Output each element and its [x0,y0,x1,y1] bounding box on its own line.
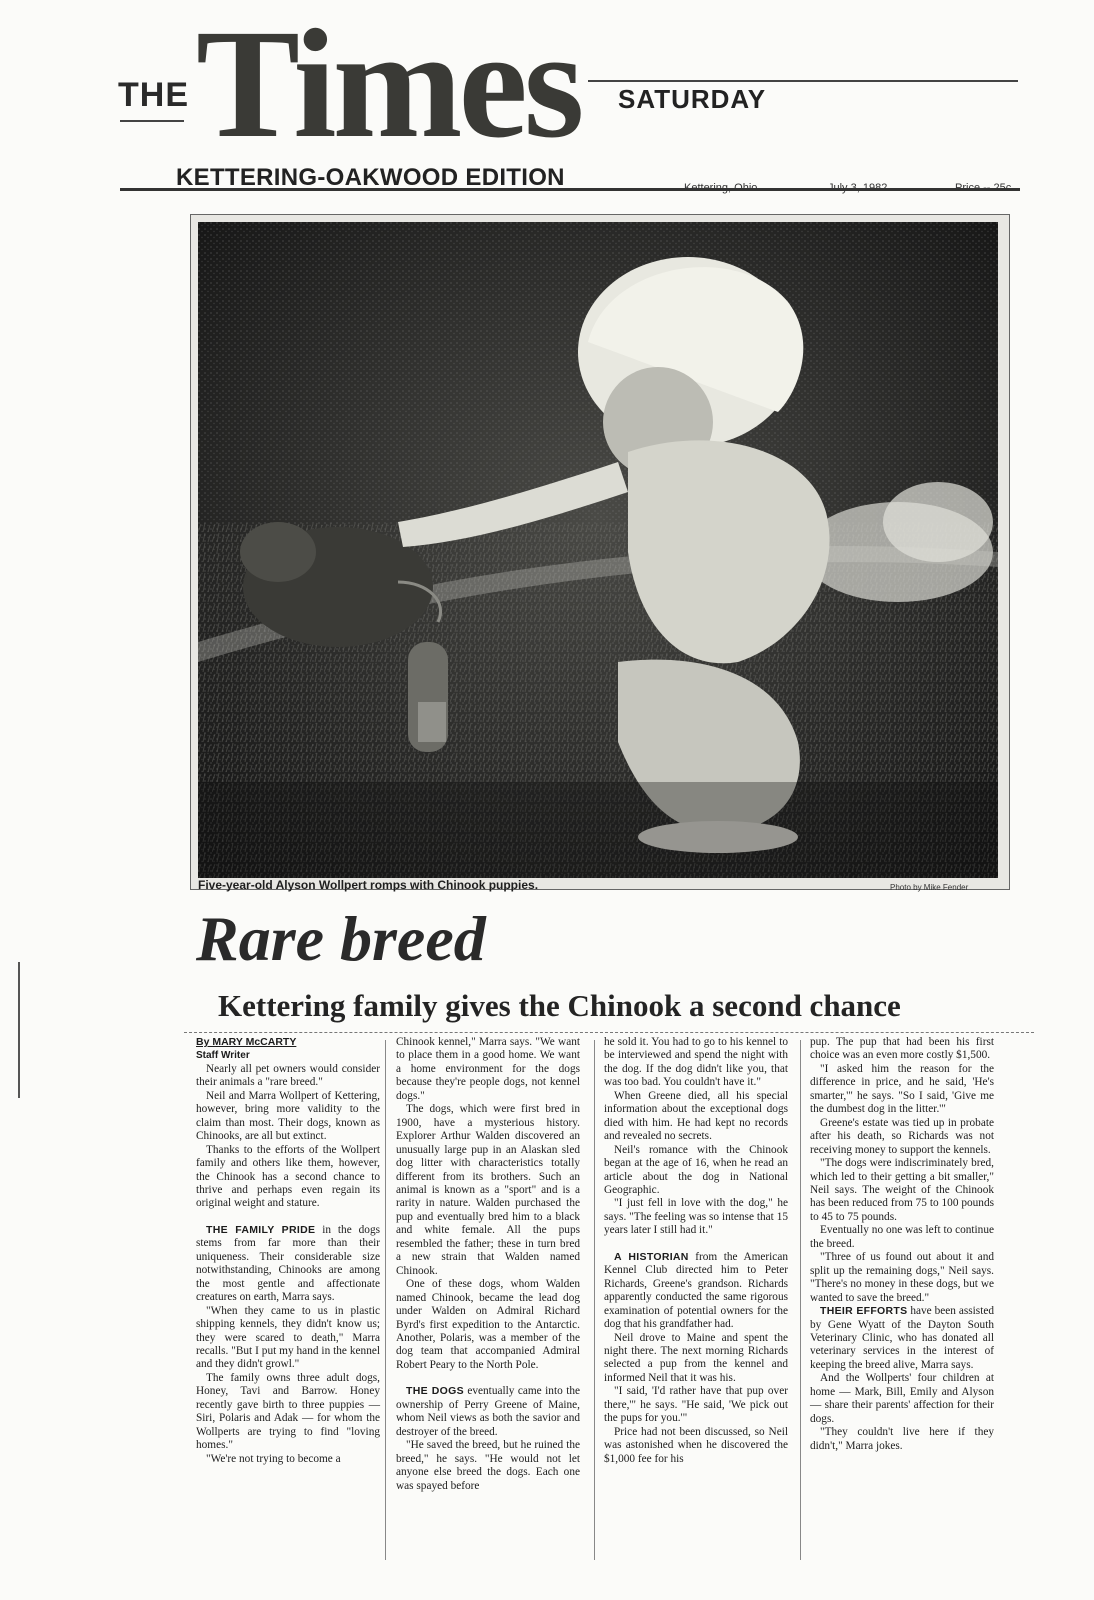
paragraph: "I just fell in love with the dog," he says. "The feeling was so intense that 15 years later I still had it." [604,1197,788,1237]
scan-edge-mark [18,962,20,1098]
paragraph-text: eventually came into the ownership of Perry Greene of Maine, whom Neil views as both the savior and destroyer of the breed. [396,1385,580,1438]
paragraph [810,1305,994,1372]
paragraph: Eventually no one was left to continue the breed. [810,1224,994,1250]
paragraph: When Greene died, all his special information about the exceptional dogs died with him. He had kept no records and revealed no secrets. [604,1089,788,1143]
sub-headline: Kettering family gives the Chinook a second chance [218,988,901,1023]
paragraph-lead-in: THE DOGS [406,1385,464,1398]
dateline-location: Kettering, Ohio [684,182,758,194]
byline: By MARY McCARTY [196,1036,297,1048]
paragraph: Neil's romance with the Chinook began at the age of 16, when he read an article about the dog in National Geographic. [604,1143,788,1196]
paragraph-text: from the American Kennel Club directed him to Peter Richards, Greene's grandson. Richards apparently conducted the same rigorous examination of potential owners for the dog that his grandfather had. [604,1250,788,1331]
photo-caption: Five-year-old Alyson Wollpert romps with Chinook puppies. [198,878,539,892]
paragraph: "They couldn't live here if they didn't," Marra jokes. [810,1426,994,1452]
newspaper-title: Times [196,0,581,170]
paragraph: "Three of us found out about it and split up the remaining dogs," Neil says. "There's no money in these dogs, but we wanted to save the breed." [810,1251,994,1304]
paragraph: Chinook kennel," Marra says. "We want to place them in a good home. We want a home environment for the dogs because they're people dogs, not kennel dogs." [396,1036,580,1102]
article-column-1 [196,1036,380,1466]
paragraph: he sold it. You had to go to his kennel to be interviewed and spend the night with the dog. If the dog didn't like you, that was too bad. You couldn't have it." [604,1036,788,1089]
photo-credit: Photo by Mike Fender [890,883,969,892]
paragraph: "I asked him the reason for the difference in price, and he said, 'He's smarter,'" he says. "So I said, 'Give me the dumbest dog in the litter.'" [810,1062,994,1116]
paragraph: "When they came to us in plastic shipping kennels, they didn't know us; they were scared to death," Marra recalls. "But I put my hand in the kennel and they didn't growl." [196,1304,380,1371]
paragraph: "The dogs were indiscriminately bred, which led to their getting a bit smaller," Neil says. The weight of the Chinook has been reduced from 75 to 100 pounds to 45 to 75 pounds. [810,1157,994,1223]
paragraph: "He saved the breed, but he ruined the breed," he says. "He would not let anyone else breed the dogs. Each one was spayed before [396,1439,580,1492]
article-column-3 [604,1036,788,1466]
paragraph: Greene's estate was tied up in probate after his death, so Richards was not receiving money to support the kennels. [810,1116,994,1156]
paragraph-lead-in: THE FAMILY PRIDE [206,1223,316,1236]
headline-rule [184,1032,1034,1033]
paragraph: Neil and Marra Wollpert of Kettering, however, bring more validity to the claim than most. Their dogs, known as Chinooks, are all but extinct. [196,1089,380,1143]
masthead-the: THE [118,76,189,114]
paragraph [604,1251,788,1332]
paragraph [196,1224,380,1305]
paragraph: Price had not been discussed, so Neil was astonished when he discovered the $1,000 fee for his [604,1425,788,1465]
masthead-rule [588,80,1018,82]
column-divider [385,1040,386,1560]
child-with-puppies-photo [198,222,998,878]
staff-writer-label: Staff Writer [196,1050,250,1062]
paragraph: Nearly all pet owners would consider their animals a "rare breed." [196,1062,380,1089]
edition-label: KETTERING-OAKWOOD EDITION [176,164,565,191]
paragraph: pup. The pup that had been his first choice was an even more costly $1,500. [810,1036,994,1062]
main-headline: Rare breed [196,903,486,974]
paragraph: Neil drove to Maine and spent the night there. The next morning Richards selected a pup from the kennel and informed Neil that it was his. [604,1331,788,1384]
paragraph: One of these dogs, whom Walden named Chinook, became the lead dog under Walden on Admiral Richard Byrd's first expedition to the Antarctic. Another, Polaris, was a member of the dog team that accompanied Admiral Robert Peary to the North Pole. [396,1278,580,1371]
issue-price: Price -- 25c [955,182,1012,194]
news-photo [198,222,998,878]
paragraph-text: in the dogs stems from far more than their uniqueness. Their considerable size notwithstanding, Chinooks are among the most gentle and affectionate creatures on earth, Marra says. [196,1223,380,1304]
paragraph: The dogs, which were first bred in 1900, have a mysterious history. Explorer Arthur Walden discovered an unusually large pup in an Alaskan sled dog litter with characteristics totally different from its brothers. Such an animal is known as a "sport" and is a rarity in nature. Walden purchased the pup and eventually bred him to a black and white female. All the pups resembled the father; these in turn bred a new strain that Walden named Chinook. [396,1103,580,1277]
article-column-2 [396,1036,580,1493]
issue-date: July 3, 1982 [828,182,888,194]
paragraph-lead-in: A HISTORIAN [614,1250,689,1263]
paragraph: "We're not trying to become a [206,1452,341,1465]
masthead-bottom-rule [120,188,1020,191]
paragraph-lead-in: THEIR EFFORTS [820,1305,908,1318]
paragraph [396,1385,580,1439]
column-divider [594,1040,595,1560]
paragraph: Thanks to the efforts of the Wollpert family and others like them, however, the Chinook has a second chance to thrive and perhaps even regain its original weight and stature. [196,1143,380,1210]
masthead-rule [120,120,184,122]
article-column-4 [810,1036,994,1453]
column-divider [800,1040,801,1560]
paragraph: The family owns three adult dogs, Honey, Tavi and Barrow. Honey recently gave birth to three puppies — Siri, Polaris and Adak — for whom the Wollperts are trying to find "loving homes." [196,1371,380,1452]
paragraph-text: have been assisted by Gene Wyatt of the Dayton South Veterinary Clinic, who has donated all veterinary services in the interest of keeping the breed alive, Marra says. [810,1305,994,1371]
paragraph: "I said, 'I'd rather have that pup over there,'" he says. "He said, 'We pick out the pups for you.'" [604,1385,788,1425]
masthead-day: SATURDAY [618,84,767,114]
paragraph: And the Wollperts' four children at home — Mark, Bill, Emily and Alyson — share their parents' affection for their dogs. [810,1372,994,1425]
